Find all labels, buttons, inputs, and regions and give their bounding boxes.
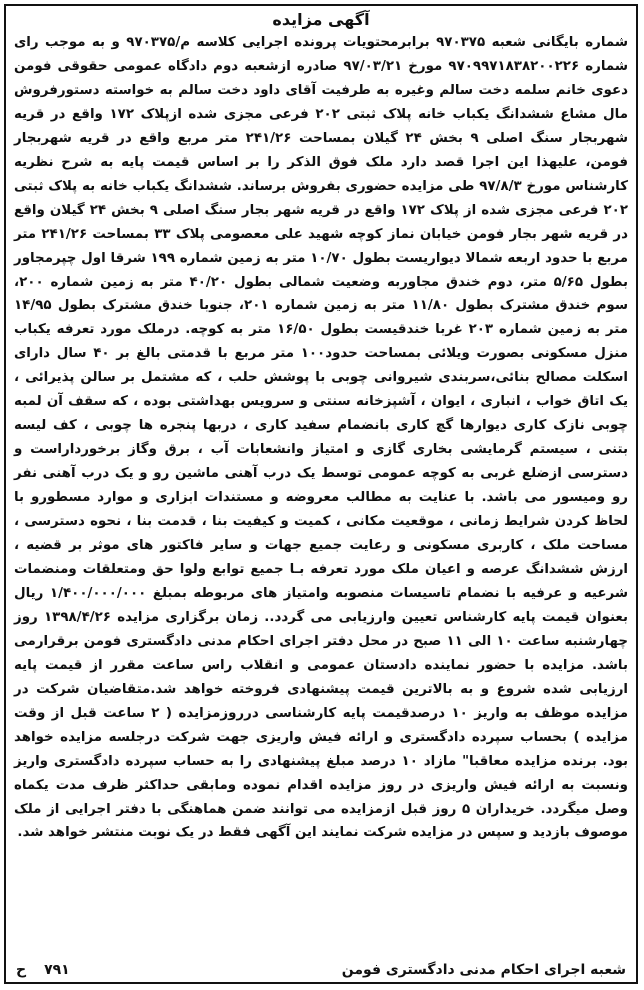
footer-signature: شعبه اجرای احکام مدنی دادگستری فومن [341,962,626,978]
footer-number: ۷۹۱ [44,962,70,978]
notice-frame [4,4,638,984]
footer-reference [16,962,70,978]
notice-title: آگهی مزایده [272,10,370,29]
notice-footer [6,962,636,978]
notice-body: شماره بایگانی شعبه ۹۷۰۳۷۵ برابرمحتویات پرونده اجرایی کلاسه م/۹۷۰۳۷۵ و به موجب رای شماره ۹۷۰۹۹۷۱۸۳۸۲۰۰۲۲۶ مورخ ۹۷/۰۳/۲۱ صادره ازشعبه دوم دادگاه عمومی حقوقی فومن دعوی خانم سلمه دخت سالم وغیره به طرفیت آقای داود دخت سالم به خواسته دستورفروش مال مشاع ششدانگ یکباب خانه پلاک ثبتی ۲۰۲ فرعی مجزی شده ازپلاک ۱۷۲ واقع در قریه شهربجار سنگ اصلی ۹ بخش ۲۴ گیلان بمساحت ۲۴۱/۲۶ متر مربع واقع در قریه شهربجار فومن، علیهذا این اجرا قصد دارد ملک فوق الذکر را بر اساس قیمت پایه به شرح نظریه کارشناس مورخ ۹۷/۸/۳ طی مزایده حضوری بفروش برساند. ششدانگ یکباب خانه به پلاک ثبتی ۲۰۲ فرعی مجزی شده از پلاک ۱۷۲ واقع در قریه شهر بجار سنگ اصلی ۹ بخش ۲۴ گیلان واقع در قریه شهر بجار فومن خیابان نماز کوچه شهید علی معصومی پلاک ۳۳ بمساحت ۲۴۱/۲۶ متر مربع با حدود اربعه شمالا دیواریست بطول ۱۰/۷۰ متر به زمین شماره ۱۹۹ شرقا اول چپرمجاور بطول ۵/۶۵ متر، دوم خندق مجاوربه وضعیت شمالی بطول ۴۰/۲۰ متر به زمین شماره ۲۰۰، سوم خندق مشترک بطول ۱۱/۸۰ متر به زمین شماره ۲۰۱، جنوبا خندق مشترک بطول ۱۴/۹۵ متر به زمین شماره ۲۰۳ غربا خندقیست بطول ۱۶/۵۰ متر به کوچه. درملک مورد تعرفه یکباب منزل مسکونی بصورت ویلائی بمساحت حدود۱۰۰ متر مربع با قدمتی بالغ بر ۴۰ سال دارای اسکلت مصالح بنائی،سربندی شیروانی چوبی با پوشش حلب ، که مشتمل بر سالن پذیرائی ، یک اتاق خواب ، انباری ، ایوان ، آشپزخانه سنتی و سرویس بهداشتی بوده ، که سقف آن لمبه چوبی نازک کاری دیوارها گچ کاری بانضمام سفید کاری ، دربها پنجره ها چوبی ، کف لیسه بتنی ، سیستم گرمایشی بخاری گازی و امتیاز وانشعابات آب ، برق وگاز برخورداراست و دسترسی ازضلع غربی به کوچه عمومی توسط یک درب آهنی ماشین رو و یک درب آهنی نفر رو ومیسور می باشد. با عنایت به مطالب معروضه و مستندات ابزاری و موارد مسطورو با لحاظ کردن شرایط زمانی ، موقعیت مکانی ، کمیت و کیفیت بنا ، قدمت بنا ، نحوه دسترسی ، مساحت ملک ، کاربری مسکونی و رعایت جمیع جهات و سایر فاکتور های موثر بر قضیه ، ارزش ششدانگ عرصه و اعیان ملک مورد تعرفه بـا جمیع توابع ولوا حق ومتعلقات ومنضمات شرعیه و عرفیه با نضمام تاسیسات منصوبه وامتیاز های مربوطه بمبلغ ۱/۴۰۰/۰۰۰/۰۰۰ ریال بعنوان قیمت پایه کارشناس تعیین وارزیابی می گردد.. زمان برگزاری مزایده ۱۳۹۸/۴/۲۶ روز چهارشنبه ساعت ۱۰ الی ۱۱ صبح در محل دفتر اجرای احکام مدنی دادگستری فومن برقرارمی باشد. مزایده با حضور نماینده دادستان عمومی و انقلاب راس ساعت مقرر از قیمت پایه ارزیابی شده شروع و به بالاترین قیمت پیشنهادی فروخته خواهد شد.متقاضیان شرکت در مزایده موظف به واریز ۱۰ درصدقیمت پایه کارشناسی درروزمزایده ( ۲ ساعت قبل از وقت مزایده ) بحساب سپرده دادگستری و ارائه فیش واریزی جهت شرکت درجلسه مزایده خواهد بود. برنده مزایده معاقبا" مازاد ۱۰ درصد مبلغ پیشنهادی را به حساب سپرده دادگستری واریز ونسبت به ارائه فیش واریزی در روز مزایده اقدام نموده ومابقی حداکثر ظرف مدت یکماه وصل میگردد. خریداران ۵ روز قبل ازمزایده می توانند ضمن هماهنگی با دفتر اجرایی از ملک موصوف بازدید و سپس در مزایده شرکت نمایند این آگهی فقط در یک نوبت منتشر خواهد شد. [14,35,629,841]
footer-prefix: ح [16,962,27,978]
